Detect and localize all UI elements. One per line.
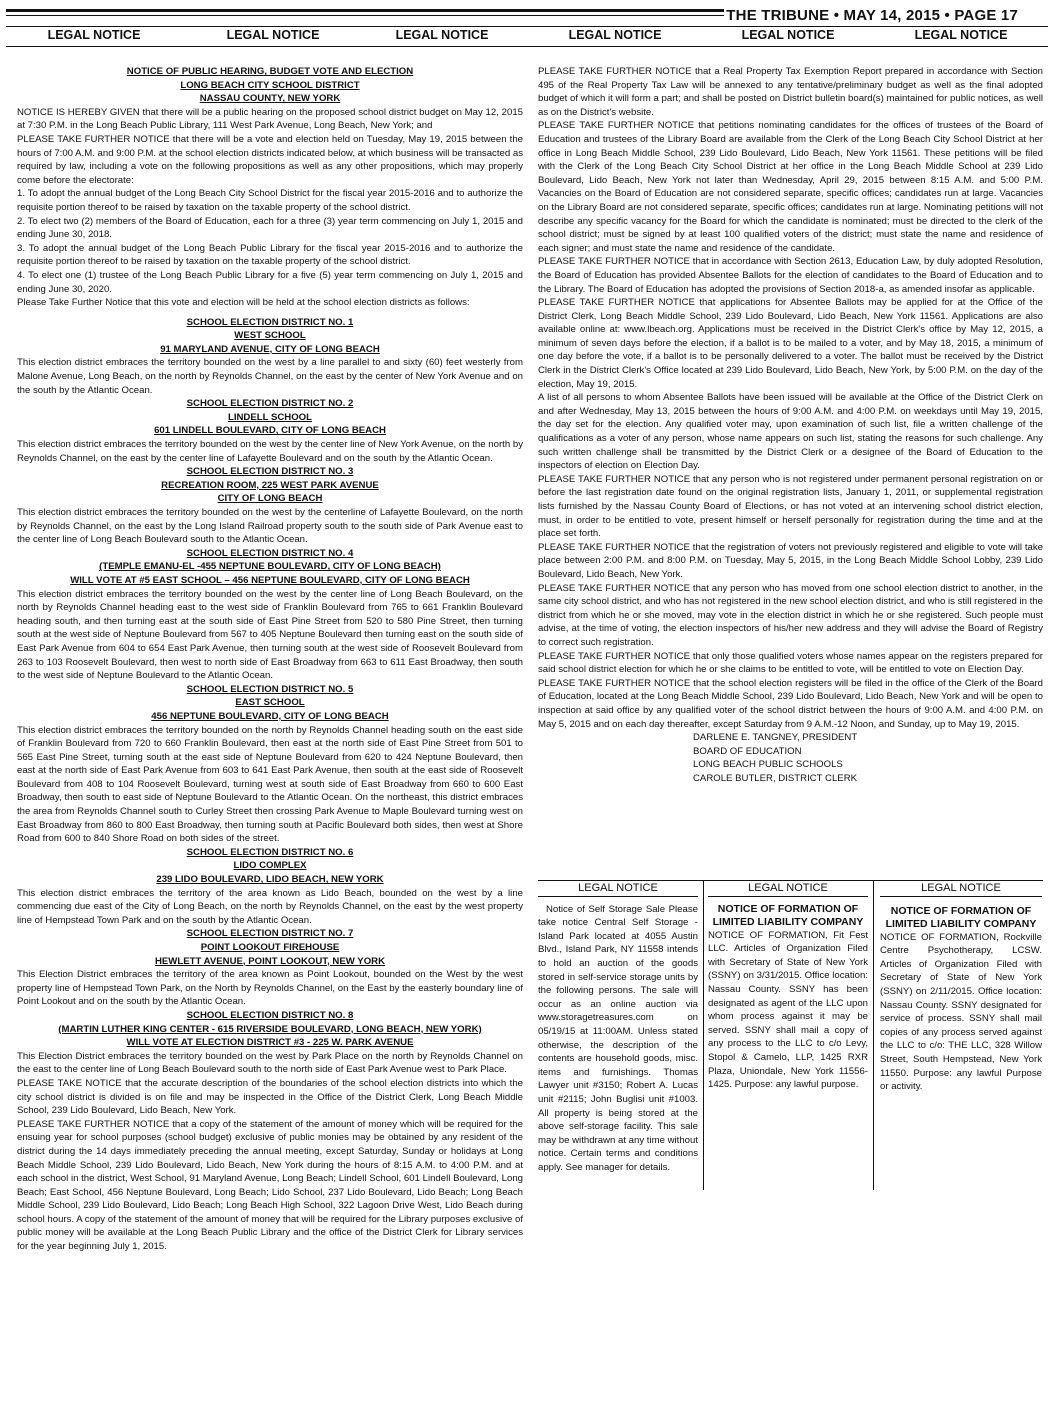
signature-line: DARLENE E. TANGNEY, PRESIDENT — [693, 732, 858, 744]
district-heading: SCHOOL ELECTION DISTRICT NO. 3 — [186, 466, 354, 478]
llc-formation-title: NOTICE OF FORMATION OF LIMITED LIABILITY COMPANY — [885, 904, 1037, 930]
legal-notice-label: LEGAL NOTICE — [708, 882, 868, 897]
district-body: This Election District embraces the territory bounded on the west by Park Place on the north by Reynolds Channel on the east to the center line of Long Beach Boulevard south to the north side of East Park Avenue west to Park Place. — [17, 1050, 523, 1076]
rockville-centre-body: NOTICE OF FORMATION, Rockville Centre Psychotherapy, LCSW. Articles of Organization Filed with Secretary of State of New York (SSNY) on 2/11/2015. Office location: Nassau County. SSNY designated for service of process. SSNY shall mail copies of any process served against the LLC to c/o: THE LLC, 328 Willow Street, South Hempstead, New York 11550. Purpose: any lawful Purpose or activity. — [880, 931, 1042, 1093]
legal-notice-header: LEGAL NOTICE — [47, 28, 141, 42]
district-location: EAST SCHOOL — [235, 697, 305, 709]
district-body: This election district embraces the territory bounded on the west by the centerline of Lafayette Boulevard, on the north by Reynolds Channel, on the east by the Long Island Railroad property south to the south side of Park Avenue east to the center line of Long Beach Boulevard south to the Atlantic Ocean. — [17, 507, 523, 546]
fit-fest-body: NOTICE OF FORMATION, Fit Fest LLC. Articles of Organization Filed with Secretary of State of New York (SSNY) on 3/31/2015. Office location: Nassau County. SSNY has been designated as agent of the LLC upon whom process against it may be served. SSNY shall mail a copy of any process to the LLC to c/o Levy, Stopol & Camelo, LLP, 1425 RXR Plaza, Uniondale, New York 11556-1425. Purpose: any lawful purpose. — [708, 929, 868, 1091]
accurate-description-notice: PLEASE TAKE NOTICE that the accurate description of the boundaries of the school election districts into which the city school district is divided is on file and may be inspected in the Office of the District Clerk, Long Beach Middle School, 239 Lido Boulevard, Lido Beach, New York. — [17, 1077, 523, 1117]
district-heading: SCHOOL ELECTION DISTRICT NO. 8 — [186, 1009, 354, 1021]
further-notice: A list of all persons to whom Absentee Ballots have been issued will be available at the Office of the District Clerk on and after Wednesday, May 13, 2015 between the hours of 9:00 A.M. and 4:00 P.M. on weekdays until May 19, 2015, the day set for the election. Any qualified voter may, upon examination of such list, file a written challenge of the qualifications as a voter of any person, whose name appears on such list, stating the reasons for such challenge. Any such written challenge shall be transmitted by the District Clerk or a designee of the Board of Education to the inspectors of election on Election Day. — [538, 392, 1043, 472]
district-body: This election district embraces the territory bounded on the west by a line parallel to and sixty (60) feet westerly from Malone Avenue, Long Beach, on the north by Reynolds Channel, on the east by the center of New York Avenue and on the south by the Atlantic Ocean. — [17, 357, 523, 396]
legal-notice-label: LEGAL NOTICE — [538, 882, 698, 897]
district-body: This Election District embraces the territory of the area known as Point Lookout, bounded on the West by the west property line of Hempstead Town Park, on the North by Reynolds Channel, on the East by the easterly boundary line of Point Lookout and on the south by the Atlantic Ocean. — [17, 969, 523, 1008]
signature-line: CAROLE BUTLER, DISTRICT CLERK — [693, 772, 858, 784]
district-location: LINDELL SCHOOL — [227, 411, 313, 423]
notice-county: NASSAU COUNTY, NEW YORK — [199, 93, 341, 105]
further-notice: PLEASE TAKE FURTHER NOTICE that only those qualified voters whose names appear on the registers prepared for said school district election for which he or she claims to be entitled to vote, will be entitled to vote on Election Day. — [538, 650, 1043, 676]
notice-title: NOTICE OF PUBLIC HEARING, BUDGET VOTE AND ELECTION — [126, 66, 414, 77]
legal-notice-header: LEGAL NOTICE — [226, 28, 320, 42]
district-address: WILL VOTE AT #5 EAST SCHOOL – 456 NEPTUNE BOULEVARD, CITY OF LONG BEACH — [70, 574, 470, 586]
masthead-divider — [6, 26, 1048, 27]
small-notices-divider — [873, 880, 874, 1190]
district-body: This election district embraces the territory bounded on the north by Reynolds Channel heading south on the east side of Franklin Boulevard from 720 to 660 Franklin Boulevard, then east at the north side of East Pine Street from 501 to 565 East Pine Street, turning south at the east side of Neptune Boulevard from 620 to 424 Neptune Boulevard, then east at the north side of East Park Avenue from 603 to 641 East Park Avenue, then south at the east side of Roosevelt Boulevard from 408 to 104 Roosevelt Boulevard, turning west at south side of East Broadway from 660 to 600 East Broadway, then south to east side of Neptune Boulevard to the Atlantic Ocean. On the northeast, this district embraces the area from Reynolds Channel south to Curley Street then crossing Park Avenue to Maple Boulevard turning west on East Broadway from 860 to 800 East Broadway, then turning south at Pacific Boulevard both sides, then west at Shore Road from 600 to 840 Shore Road on both sides of the street. — [17, 724, 523, 845]
district-heading: SCHOOL ELECTION DISTRICT NO. 6 — [186, 846, 354, 858]
signature-line: BOARD OF EDUCATION — [693, 745, 802, 757]
budget-copy-notice: PLEASE TAKE FURTHER NOTICE that a copy of the statement of the amount of money which will be required for the ensuing year for school purposes (school budget) exclusive of public monies may be obtained by any resident of the district during the 14 days immediately preceding the annual meeting, except Saturday, Sunday or holidays at Long Beach Middle School, 239 Lido Boulevard, Lido Beach, New York during the hours of 8:15 A.M. to 4:00 P.M. and at each school in the district, West School, 91 Maryland Avenue, Long Beach; Lindell School, 601 Lindell Boulevard, Long Beach; East School, 456 Neptune Boulevard, Long Beach; Lido School, 237 Lido Boulevard, Lido Beach; Long Beach Middle School, 239 Lido Boulevard, Lido Beach; Long Beach High School, 322 Lagoon Drive West, Lido Beach during school hours. A copy of the statement of the amount of money that will be required for the Library purposes exclusive of public money will be available at the Long Beach Public Library and the office of the District Clerk for Library services for the year beginning July 1, 2015. — [17, 1118, 523, 1253]
legal-notice-header-row — [0, 28, 1054, 46]
proposition-item: 1. To adopt the annual budget of the Long Beach City School District for the fiscal year 2015-2016 and to authorize the requisite portion thereof to be raised by taxation on the taxable property of the school district. — [17, 188, 523, 213]
district-location: RECREATION ROOM, 225 WEST PARK AVENUE — [161, 479, 379, 491]
district-address: WILL VOTE AT ELECTION DISTRICT #3 - 225 W. PARK AVENUE — [126, 1037, 414, 1049]
masthead-rule-thin — [6, 15, 724, 16]
legal-notice-header: LEGAL NOTICE — [741, 28, 835, 42]
district-location: (TEMPLE EMANU-EL -455 NEPTUNE BOULEVARD, CITY OF LONG BEACH) — [99, 561, 441, 573]
further-notice: PLEASE TAKE FURTHER NOTICE that applications for Absentee Ballots may be applied for at the Office of the District Clerk, Long Beach Middle School, 239 Lido Boulevard, Lido Beach, New York 11561. Applications are also available online at: www.lbeach.org. Applications must be received in the District Clerk's office by May 12, 2015, a minimum of seven days before the election, if a ballot is to be mailed to a voter, and by May 18, 2015, a minimum of one day before the vote, if a ballot is to be personally delivered to a voter. The ballot must be received by the District Clerk in the District Clerk's Office located at 239 Lido Boulevard, Lido Beach, New York, by 5:00 P.M. on the day of the election, May 19, 2015. — [538, 297, 1043, 390]
district-location: WEST SCHOOL — [234, 330, 306, 342]
further-notice: PLEASE TAKE FURTHER NOTICE that any person who is not registered under permanent personal registration on or before the last registration date found on the original registration lists, January 1, 2011, or supplemental registration lists furnished by the Nassau County Board of Elections, or has not voted at an intervening school district election, must, in order to be entitled to vote, present himself or herself personally for registration during the time and at the place set forth. — [538, 473, 1043, 540]
district-body: This election district embraces the territory bounded on the west by the center line of New York Avenue, on the north by Reynolds Channel, on the east by the center line of Lafayette Boulevard and on the south by the Atlantic Ocean. — [17, 439, 523, 464]
legal-notice-header: LEGAL NOTICE — [914, 28, 1008, 42]
further-notice: PLEASE TAKE FURTHER NOTICE that any person who has moved from one school election district to another, in the same city school district, and who has not registered in the new school election district, and who is still registered in the district from which he or she moved, may vote in the election district in which he or she registered. Such people must advise, at the time of voting, the election inspectors of his/her new address and they will advise the Board of Registry to correct such registration. — [538, 582, 1043, 648]
legal-notice-header: LEGAL NOTICE — [395, 28, 489, 42]
notice-district: LONG BEACH CITY SCHOOL DISTRICT — [180, 79, 360, 91]
district-heading: SCHOOL ELECTION DISTRICT NO. 2 — [186, 398, 354, 410]
proposition-item: 4. To elect one (1) trustee of the Long Beach Public Library for a five (5) year term commencing on July 1, 2015 and ending June 30, 2020. — [17, 269, 523, 295]
district-address: CITY OF LONG BEACH — [217, 493, 323, 505]
self-storage-body: Notice of Self Storage Sale Please take notice Central Self Storage - Island Park located at 4055 Austin Blvd., Island Park, NY 11558 intends to hold an auction of the goods stored in self-service storage units by the following persons. The sale will occur as an online auction via www.storagetreasures.com on 05/19/15 at 11:00AM. Unless stated otherwise, the description of the contents are household goods, misc. items and furnishings. Thomas Lawyer unit #3150; Robert A. Lucas unit #2115; John Buglisi unit #1003. All property is being stored at the above self-storage facility. This sale may be withdrawn at any time without notice. Certain terms and conditions apply. See manager for details. — [538, 903, 698, 1173]
proposition-item: 2. To elect two (2) members of the Board of Education, each for a three (3) year term commencing on July 1, 2015 and ending June 30, 2018. — [17, 215, 523, 241]
legal-notice-header: LEGAL NOTICE — [568, 28, 662, 42]
signature-line: LONG BEACH PUBLIC SCHOOLS — [693, 759, 843, 771]
llc-formation-title: NOTICE OF FORMATION OF LIMITED LIABILITY COMPANY — [712, 902, 864, 928]
district-heading: SCHOOL ELECTION DISTRICT NO. 5 — [186, 683, 354, 695]
districts-intro: Please Take Further Notice that this vote and election will be held at the school election districts as follows: — [17, 297, 470, 309]
self-storage-notice — [538, 882, 698, 1174]
further-notice: PLEASE TAKE FURTHER NOTICE that in accordance with Section 2613, Education Law, by duly adopted Resolution, the Board of Education has provided Absentee Ballots for the election of candidates to the Board of Education and to the Library. The Board of Education has adopted the provisions of Section 2018-a, as amended insofar as applicable. — [538, 256, 1043, 295]
masthead-title: THE TRIBUNE • MAY 14, 2015 • PAGE 17 — [726, 7, 1018, 24]
fit-fest-llc-notice — [708, 882, 868, 1092]
district-heading: SCHOOL ELECTION DISTRICT NO. 1 — [186, 316, 354, 328]
rockville-centre-llc-notice — [880, 882, 1042, 1094]
masthead-rule — [6, 9, 724, 12]
district-address: 239 LIDO BOULEVARD, LIDO BEACH, NEW YORK — [156, 874, 384, 886]
district-body: This election district embraces the territory bounded on the west by the center line of Long Beach Boulevard, on the north by Reynolds Channel heading east to the west side of Franklin Boulevard from 765 to 661 Franklin Boulevard heading south, and then turning east at the south side of East Pine Street from 520 to 580 Pine Street, then turning south at the west side of Neptune Boulevard from 567 to 405 Neptune Boulevard then turning east on the south side of East Park Avenue from 604 to 654 East Park Avenue, then turning south at the west side of Roosevelt Boulevard from 263 to 103 Roosevelt Boulevard, then west to north side of East Broadway from 663 to 611 East Broadway, then south to the west side of Neptune Boulevard to the Atlantic Ocean. — [17, 588, 523, 682]
header-rule — [6, 46, 1048, 47]
district-location: LIDO COMPLEX — [233, 860, 307, 872]
notice-intro: NOTICE IS HEREBY GIVEN that there will be a public hearing on the proposed school district budget on May 12, 2015 at 7:30 P.M. in the Long Beach Public Library, 111 West Park Avenue, Long Beach, New York; and — [17, 106, 523, 132]
district-address: 601 LINDELL BOULEVARD, CITY OF LONG BEACH — [154, 425, 386, 437]
further-notice: PLEASE TAKE FURTHER NOTICE that the registration of voters not previously registered and eligible to vote will take place between 2:00 P.M. and 8:00 P.M. on Tuesday, May 5, 2015, in the Long Beach Middle School Lobby, 239 Lido Boulevard, Lido Beach, New York. — [538, 541, 1043, 580]
district-heading: SCHOOL ELECTION DISTRICT NO. 7 — [186, 928, 354, 940]
district-address: HEWLETT AVENUE, POINT LOOKOUT, NEW YORK — [154, 955, 386, 967]
district-location: POINT LOOKOUT FIREHOUSE — [200, 942, 340, 953]
proposition-item: 3. To adopt the annual budget of the Long Beach Public Library for the fiscal year 2015-2016 and to authorize the requisite portion thereof to be raised by taxation on the taxable property of the school district. — [17, 242, 523, 268]
notice-further: PLEASE TAKE FURTHER NOTICE that there will be a vote and election held on Tuesday, May 19, 2015 between the hours of 7:00 A.M. and 9:00 P.M. at the school election districts indicated below, at which business will be transacted as required by law, including a vote on the following propositions as well as any other propositions, which may properly come before the electorate: — [17, 133, 523, 186]
small-notices-divider — [703, 880, 704, 1190]
district-body: This election district embraces the territory of the area known as Lido Beach, bounded on the west by a line commencing due east of the City of Long Beach, on the north by Reynolds Channel, on the east by the west property line of Hempstead Town Park and on the south by the Atlantic Ocean. — [17, 887, 523, 926]
district-address: 91 MARYLAND AVENUE, CITY OF LONG BEACH — [160, 343, 380, 355]
further-notice: PLEASE TAKE FURTHER NOTICE that a Real Property Tax Exemption Report prepared in accordance with Section 495 of the Real Property Tax Law will be annexed to any tentative/preliminary budget as well as the final adopted budget of which it will form a part; and shall be posted on District bulletin board(s) maintained for public notices, as well as on the District's website. — [538, 66, 1043, 118]
main-notice-right-column — [538, 65, 1043, 785]
main-notice-left-column — [17, 65, 523, 1254]
legal-notice-label: LEGAL NOTICE — [880, 882, 1042, 897]
small-notices-rule — [538, 880, 1043, 881]
further-notice: PLEASE TAKE FURTHER NOTICE that the school election registers will be filed in the office of the Clerk of the Board of Education, located at the Long Beach Middle School, 239 Lido Boulevard, Lido Beach, New York and will be open to inspection at said office by any qualified voter of the school district between the hours of 9:00 A.M. and 4:00 P.M. on May 5, 2015 and on each day thereafter, except Saturday from 9 A.M.-12 Noon, and Sunday, up to May 19, 2015. — [538, 677, 1043, 730]
district-address: 456 NEPTUNE BOULEVARD, CITY OF LONG BEACH — [151, 710, 389, 722]
further-notice: PLEASE TAKE FURTHER NOTICE that petitions nominating candidates for the offices of trustees of the Board of Education and trustees of the Library Board are available from the Clerk of the Long Beach City School District at her office in Long Beach Middle School, 239 Lido Boulevard, Lido Beach, New York 11561. These petitions will be filed with the Clerk of the Long Beach City School District at her office in the Long Beach Middle School at 239 Lido Boulevard, Lido Beach, New York not later than Wednesday, April 29, 2015 between 8:15 A.M. and 5:00 P.M. Vacancies on the Board of Education are not considered separate, specific offices; candidates run at large. Vacancies on the Library Board are not considered separate, specific offices; candidates run at large. Nominating petitions will not describe any specific vacancy for the Board for which the candidate is nominated; must be directed to the clerk of the school district; must be signed by at least 100 qualified voters of the district; must state the name and residence of each signer; and must state the name and residence of the candidate. — [538, 120, 1043, 254]
district-location: (MARTIN LUTHER KING CENTER - 615 RIVERSIDE BOULEVARD, LONG BEACH, NEW YORK) — [58, 1023, 482, 1035]
district-heading: SCHOOL ELECTION DISTRICT NO. 4 — [186, 547, 354, 559]
